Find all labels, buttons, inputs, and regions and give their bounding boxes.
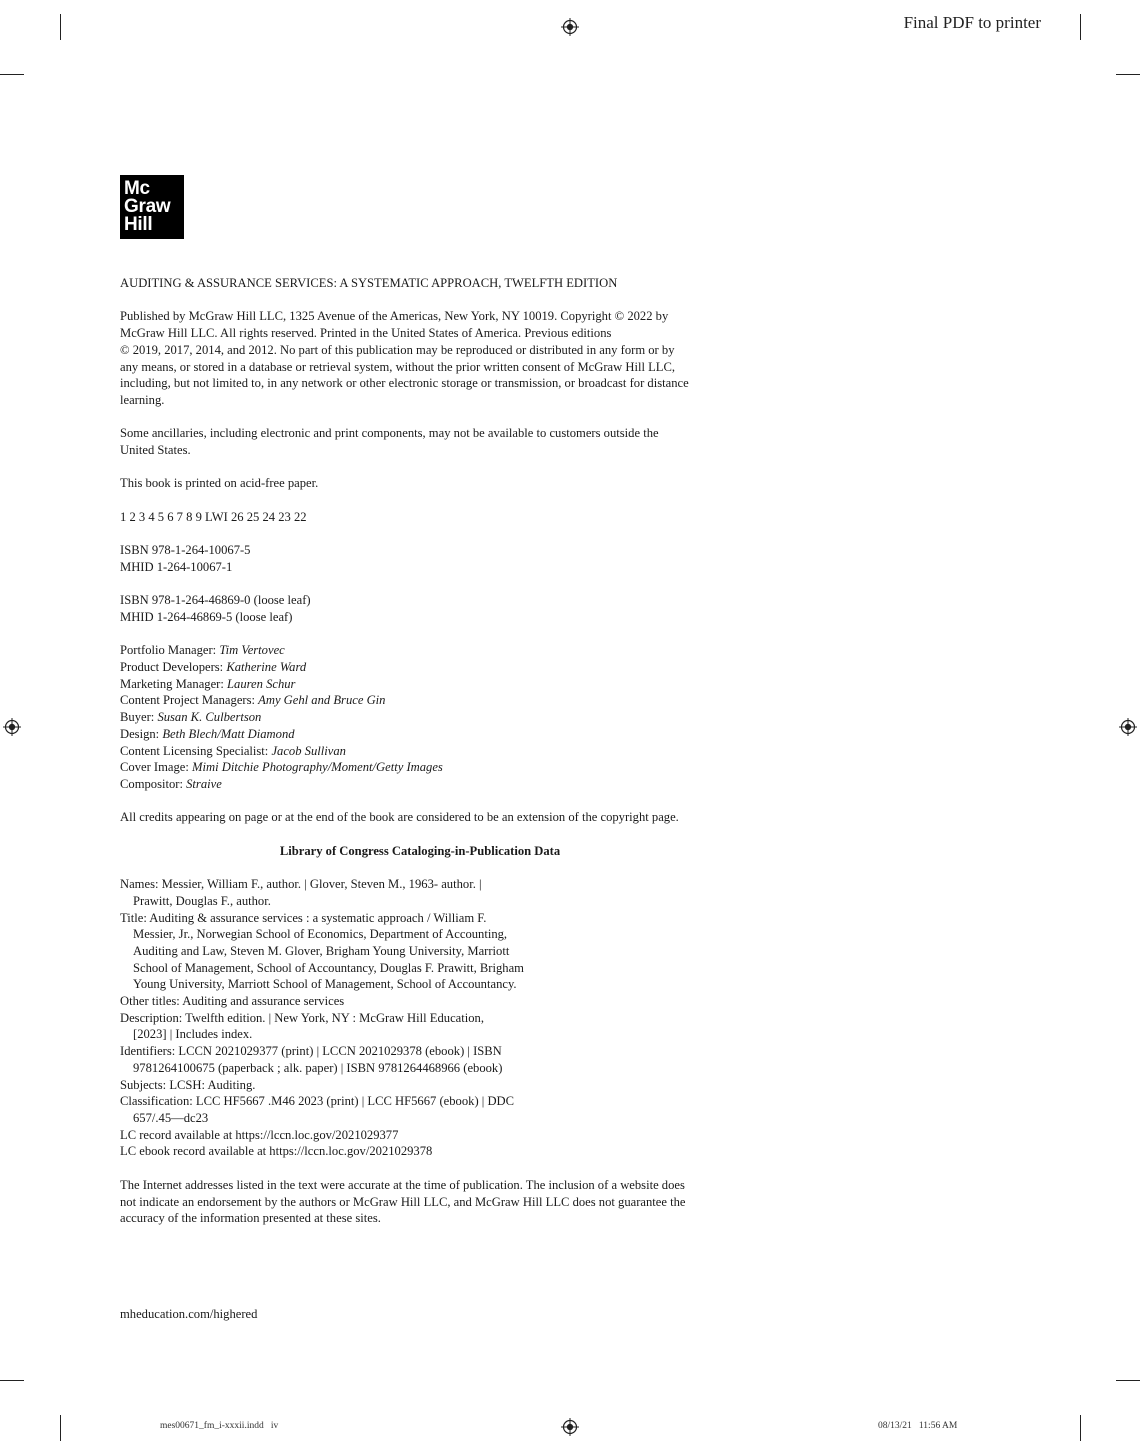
- text-line: any means, or stored in a database or retrieval system, without the prior written consent of McGraw Hill LLC,: [120, 359, 676, 374]
- text-line: United States.: [120, 443, 191, 457]
- crop-mark: [60, 1415, 61, 1441]
- registration-mark-icon: [561, 18, 579, 36]
- crop-mark: [0, 74, 24, 75]
- cip-line: Prawitt, Douglas F., author.: [133, 893, 271, 908]
- crop-mark: [1116, 1380, 1140, 1381]
- cip-line: School of Management, School of Accountancy, Douglas F. Prawitt, Brigham: [133, 960, 524, 975]
- isbn: ISBN 978-1-264-10067-5: [120, 543, 251, 558]
- crop-mark: [0, 1380, 24, 1381]
- registration-mark-icon: [561, 1418, 579, 1436]
- credits-list: [120, 642, 730, 792]
- cip-line: Description: Twelfth edition. | New York, NY : McGraw Hill Education,: [120, 1010, 485, 1025]
- final-pdf-slug: Final PDF to printer: [903, 13, 1041, 32]
- registration-mark-icon: [3, 718, 21, 736]
- internet-note: [120, 1177, 730, 1227]
- cip-line: Messier, Jr., Norwegian School of Economics, Department of Accounting,: [133, 927, 508, 942]
- crop-mark: [1080, 14, 1081, 40]
- crop-mark: [1116, 74, 1140, 75]
- text-line: © 2019, 2017, 2014, and 2012. No part of this publication may be reproduced or distributed in any form or by: [120, 342, 675, 357]
- credit-line: Design: Beth Blech/Matt Diamond: [120, 726, 295, 741]
- cip-line: LC record available at https://lccn.loc.gov/2021029377: [120, 1127, 399, 1142]
- credit-line: Buyer: Susan K. Culbertson: [120, 710, 262, 725]
- text-line: accuracy of the information presented at these sites.: [120, 1211, 381, 1226]
- text-line: not indicate an endorsement by the authors or McGraw Hill LLC, and McGraw Hill LLC does not guarantee the: [120, 1194, 686, 1209]
- cip-block: [120, 876, 730, 1160]
- text-line: McGraw Hill LLC. All rights reserved. Printed in the United States of America. Previous editions: [120, 326, 612, 341]
- mcgraw-hill-logo: [120, 175, 184, 239]
- cip-line: Other titles: Auditing and assurance services: [120, 994, 345, 1009]
- credit-line: Portfolio Manager: Tim Vertovec: [120, 643, 285, 658]
- credit-line: Content Project Managers: Amy Gehl and Bruce Gin: [120, 693, 386, 708]
- mhid-loose-leaf: MHID 1-264-46869-5 (loose leaf): [120, 609, 293, 624]
- cip-line: Title: Auditing & assurance services : a systematic approach / William F.: [120, 910, 487, 925]
- print-line: 1 2 3 4 5 6 7 8 9 LWI 26 25 24 23 22: [120, 509, 307, 524]
- cip-line: Subjects: LCSH: Auditing.: [120, 1077, 256, 1092]
- date-slug: 08/13/21 11:56 AM: [878, 1421, 958, 1431]
- cip-line: Identifiers: LCCN 2021029377 (print) | LCCN 2021029378 (ebook) | ISBN: [120, 1044, 502, 1059]
- copyright-page-content: [120, 275, 730, 1227]
- publisher-url: mheducation.com/highered: [120, 1307, 258, 1321]
- book-title: AUDITING & ASSURANCE SERVICES: A SYSTEMATIC APPROACH, TWELFTH EDITION: [120, 276, 618, 290]
- credits-note: All credits appearing on page or at the end of the book are considered to be an extension of the copyright page.: [120, 810, 679, 825]
- cip-line: [2023] | Includes index.: [133, 1027, 253, 1042]
- logo-line: Graw: [124, 196, 171, 217]
- cip-line: Auditing and Law, Steven M. Glover, Brigham Young University, Marriott: [133, 943, 510, 958]
- cip-line: LC ebook record available at https://lccn.loc.gov/2021029378: [120, 1144, 433, 1159]
- credit-line: Marketing Manager: Lauren Schur: [120, 676, 296, 691]
- text-line: Some ancillaries, including electronic and print components, may not be available to customers outside the: [120, 426, 659, 441]
- mhid: MHID 1-264-10067-1: [120, 559, 233, 574]
- credit-line: Product Developers: Katherine Ward: [120, 660, 307, 675]
- text-line: learning.: [120, 392, 165, 407]
- credit-line: Cover Image: Mimi Ditchie Photography/Moment/Getty Images: [120, 760, 443, 775]
- published-paragraph: [120, 308, 730, 408]
- logo-line: Mc: [124, 178, 150, 199]
- text-line: including, but not limited to, in any network or other electronic storage or transmission, or broadcast for distance: [120, 376, 689, 391]
- credit-line: Content Licensing Specialist: Jacob Sullivan: [120, 743, 346, 758]
- cip-line: Young University, Marriott School of Management, School of Accountancy.: [133, 977, 517, 992]
- cip-line: Classification: LCC HF5667 .M46 2023 (print) | LCC HF5667 (ebook) | DDC: [120, 1094, 515, 1109]
- registration-mark-icon: [1119, 718, 1137, 736]
- cip-heading: Library of Congress Cataloging-in-Publication Data: [279, 843, 561, 858]
- crop-mark: [60, 14, 61, 40]
- cip-line: 9781264100675 (paperback ; alk. paper) | ISBN 9781264468966 (ebook): [133, 1060, 503, 1075]
- crop-mark: [1080, 1415, 1081, 1441]
- credit-line: Compositor: Straive: [120, 776, 222, 791]
- acid-free-note: This book is printed on acid-free paper.: [120, 476, 319, 491]
- text-line: The Internet addresses listed in the text were accurate at the time of publication. The inclusion of a website does: [120, 1177, 685, 1192]
- logo-line: Hill: [124, 214, 153, 235]
- file-slug: mes00671_fm_i-xxxii.indd iv: [160, 1421, 279, 1431]
- ancillaries-paragraph: [120, 425, 730, 458]
- isbn-loose-leaf: ISBN 978-1-264-46869-0 (loose leaf): [120, 593, 311, 608]
- cip-line: Names: Messier, William F., author. | Glover, Steven M., 1963- author. |: [120, 877, 482, 892]
- text-line: Published by McGraw Hill LLC, 1325 Avenue of the Americas, New York, NY 10019. Copyright © 2022 by: [120, 309, 669, 324]
- cip-line: 657/.45—dc23: [133, 1111, 209, 1125]
